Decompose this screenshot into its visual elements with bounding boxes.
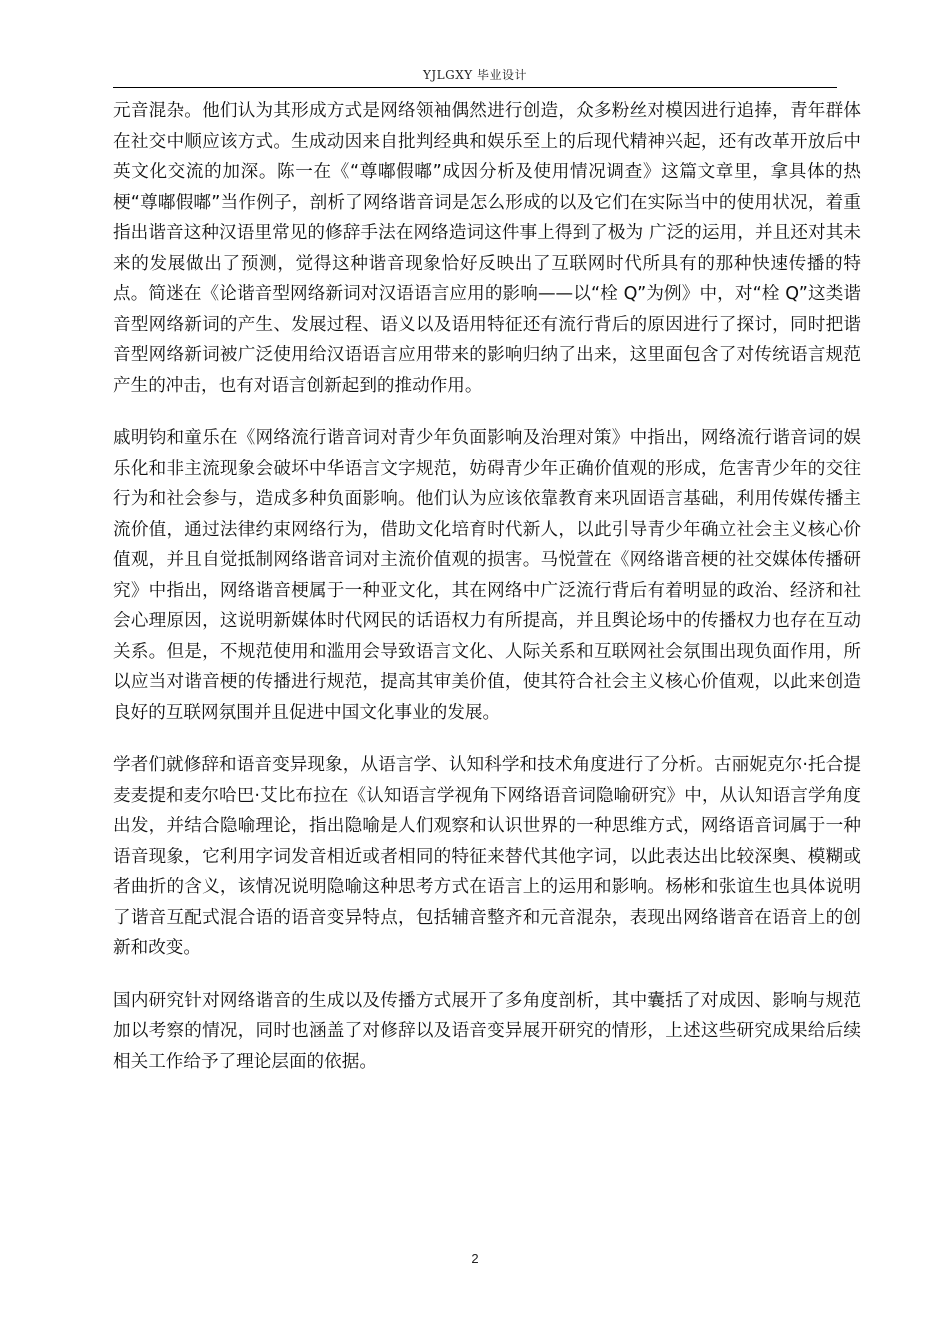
page-number: 2 [471, 1251, 479, 1266]
paragraph-4: 国内研究针对网络谐音的生成以及传播方式展开了多角度剖析，其中囊括了对成因、影响与规范加以考察的情况，同时也涵盖了对修辞以及语音变异展开研究的情形，上述这些研究成果给后续相关工作给予了理论层面的依据。 [113, 990, 861, 1072]
header-divider [113, 87, 837, 88]
document-body [113, 96, 861, 1077]
paragraph-1: 元音混杂。他们认为其形成方式是网络领袖偶然进行创造，众多粉丝对模因进行追捧，青年群体在社交中顺应该方式。生成动因来自批判经典和娱乐至上的后现代精神兴起，还有改革开放后中英文化交流的加深。陈一在《“尊嘟假嘟”成因分析及使用情况调查》这篇文章里，拿具体的热梗“尊嘟假嘟”当作例子，剖析了网络谐音词是怎么形成的以及它们在实际当中的使用状况，着重指出谐音这种汉语里常见的修辞手法在网络造词这件事上得到了极为 广泛的运用，并且还对其未来的发展做出了预测，觉得这种谐音现象恰好反映出了互联网时代所具有的那种快速传播的特点。简迷在《论谐音型网络新词对汉语语言应用的影响——以“栓 Q”为例》中，对“栓 Q”这类谐音型网络新词的产生、发展过程、语义以及语用特征还有流行背后的原因进行了探讨，同时把谐音型网络新词被广泛使用给汉语语言应用带来的影响归纳了出来，这里面包含了对传统语言规范产生的冲击，也有对语言创新起到的推动作用。 [113, 101, 861, 396]
page-header: YJLGXY 毕业设计 [422, 68, 528, 82]
paragraph-3: 学者们就修辞和语音变异现象，从语言学、认知科学和技术角度进行了分析。古丽妮克尔·托合提麦麦提和麦尔哈巴·艾比布拉在《认知语言学视角下网络语音词隐喻研究》中，从认知语言学角度出发，并结合隐喻理论，指出隐喻是人们观察和认识世界的一种思维方式，网络语音词属于一种语音现象，它利用字词发音相近或者相同的特征来替代其他字词，以此表达出比较深奥、模糊或者曲折的含义，该情况说明隐喻这种思考方式在语言上的运用和影响。杨彬和张谊生也具体说明了谐音互配式混合语的语音变异特点，包括辅音整齐和元音混杂，表现出网络谐音在语音上的创新和改变。 [113, 755, 861, 958]
paragraph-2: 戚明钧和童乐在《网络流行谐音词对青少年负面影响及治理对策》中指出，网络流行谐音词的娱乐化和非主流现象会破坏中华语言文字规范，妨碍青少年正确价值观的形成，危害青少年的交往行为和社会参与，造成多种负面影响。他们认为应该依靠教育来巩固语言基础，利用传媒传播主流价值，通过法律约束网络行为，借助文化培育时代新人，以此引导青少年确立社会主义核心价值观，并且自觉抵制网络谐音词对主流价值观的损害。马悦萱在《网络谐音梗的社交媒体传播研究》中指出，网络谐音梗属于一种亚文化，其在网络中广泛流行背后有着明显的政治、经济和社会心理原因，这说明新媒体时代网民的话语权力有所提高，并且舆论场中的传播权力也存在互动关系。但是，不规范使用和滥用会导致语言文化、人际关系和互联网社会氛围出现负面作用，所以应当对谐音梗的传播进行规范，提高其审美价值，使其符合社会主义核心价值观，以此来创造良好的互联网氛围并且促进中国文化事业的发展。 [113, 428, 861, 723]
